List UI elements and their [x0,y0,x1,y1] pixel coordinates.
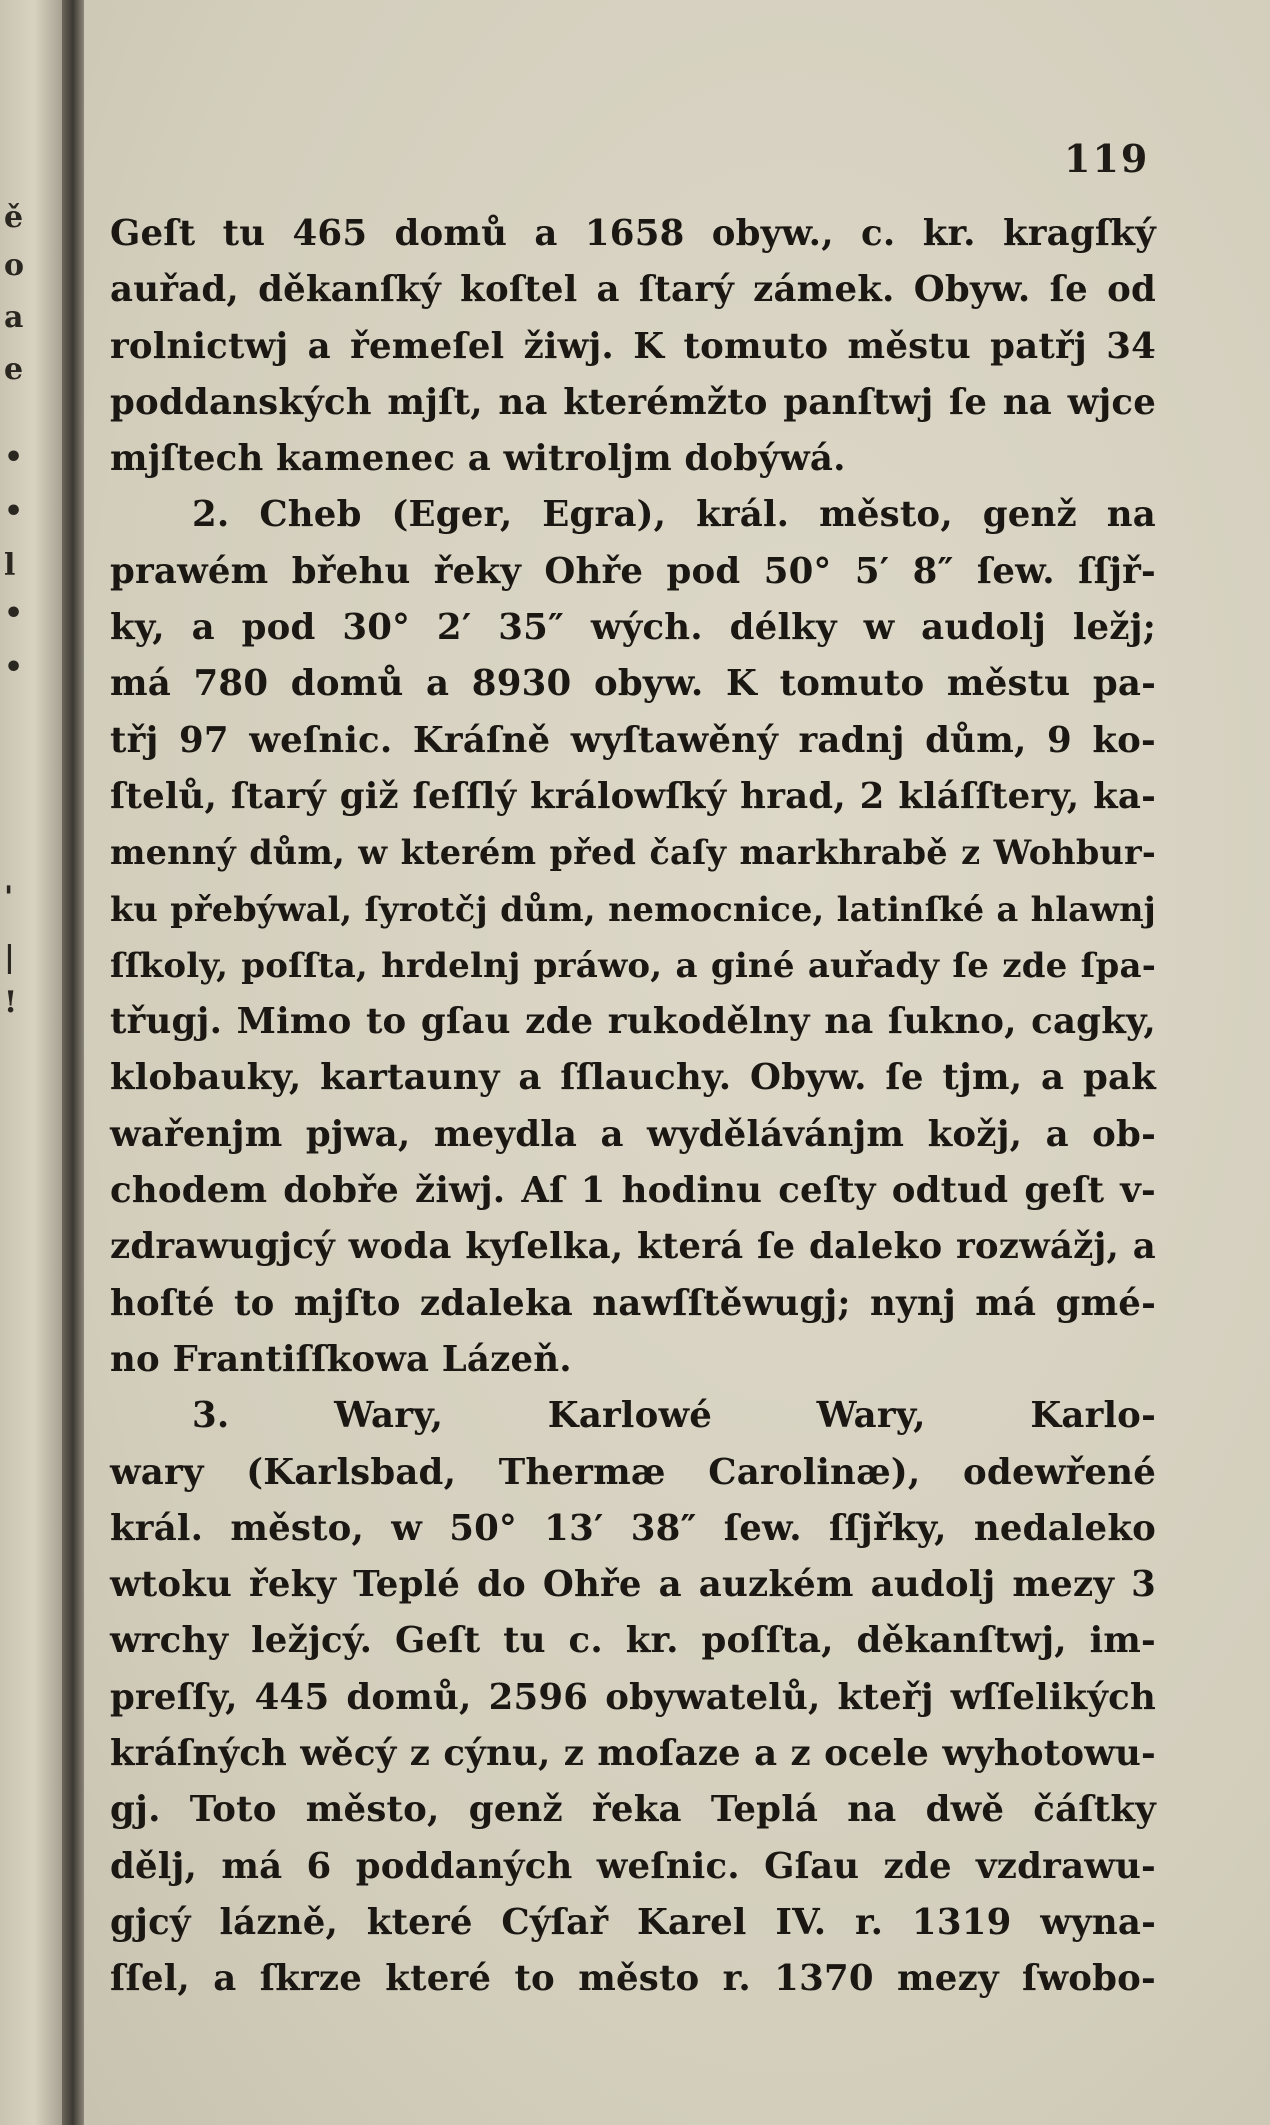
left-page-edge [0,0,62,2125]
text-line: menný dům, w kterém před čaſy markhrabě z Wohbur- [110,833,1156,873]
text-line: třj 97 weſnic. Kráſně wyſtawěný radnj dům, 9 ko- [110,719,1156,761]
margin-mark: • [4,650,24,685]
margin-mark: o [4,248,25,283]
text-line: hoſté to mjſto zdaleka nawſſtěwugj; nynj má gmé- [110,1282,1156,1324]
book-page [84,0,1270,2125]
margin-mark: • [4,596,24,631]
text-line: gj. Toto město, genž řeka Teplá na dwě čáſtky [110,1789,1156,1831]
text-line: no Frantiſſkowa Lázeň. [110,1338,572,1380]
left-page-margin-marks [4,0,44,2125]
text-line: třugj. Mimo to gſau zde rukodělny na ſukno, cagky, [110,1001,1156,1043]
text-line: ſſkoly, poſſta, hrdelnj práwo, a giné auřady ſe zde ſpa- [110,945,1156,986]
text-line: wtoku řeky Teplé do Ohře a auzkém audolj mezy 3 [110,1564,1156,1606]
text-line: mjſtech kamenec a witroljm dobýwá. [110,438,846,480]
text-line: král. město, w 50° 13′ 38″ ſew. ſſjřky, nedaleko [110,1507,1156,1549]
text-line: rolnictwj a řemeſel žiwj. K tomuto městu patřj 34 [110,325,1156,367]
margin-mark: ' [4,880,14,915]
text-line: wrchy ležjcý. Geſt tu c. kr. poſſta, děkanſtwj, im- [110,1620,1156,1662]
text-line: 3. Wary, Karlowé Wary, Karlo- [192,1395,1156,1437]
margin-mark: a [4,300,24,335]
margin-mark: l [4,548,16,583]
text-line: wary (Karlsbad, Thermæ Carolinæ), odewřené [110,1451,1156,1493]
text-line: preſſy, 445 domů, 2596 obywatelů, kteřj wſſelikých [110,1676,1156,1718]
page-number: 119 [1064,136,1150,181]
margin-mark: | [4,940,15,975]
text-line: klobauky, kartauny a ſſlauchy. Obyw. ſe tjm, a pak [110,1057,1156,1099]
text-line: zdrawugjcý woda kyſelka, která ſe daleko rozwážj, a [110,1226,1156,1268]
text-line: prawém břehu řeky Ohře pod 50° 5′ 8″ ſew. ſſjř- [110,550,1156,592]
text-line: ku přebýwal, ſyrotčj dům, nemocnice, latinſké a hlawnj [110,889,1156,929]
margin-mark: ! [4,985,18,1020]
text-line: ky, a pod 30° 2′ 35″ wých. délky w audolj ležj; [110,607,1156,649]
book-gutter [62,0,84,2125]
margin-mark: • [4,440,24,475]
text-line: gjcý lázně, které Cýſař Karel IV. r. 1319 wyna- [110,1901,1156,1943]
text-line: wařenjm pjwa, meydla a wydělávánjm kožj, a ob- [110,1113,1156,1155]
text-line: má 780 domů a 8930 obyw. K tomuto městu pa- [110,663,1156,705]
text-line: kráſných wěcý z cýnu, z moſaze a z ocele wyhotowu- [110,1733,1156,1775]
text-line: ſſel, a ſkrze které to město r. 1370 mezy ſwobo- [110,1958,1156,2000]
margin-mark: • [4,494,24,529]
text-line: auřad, děkanſký koſtel a ſtarý zámek. Obyw. ſe od [110,269,1156,311]
text-line: chodem dobře žiwj. Aſ 1 hodinu ceſty odtud geſt v- [110,1170,1156,1212]
text-line: dělj, má 6 poddaných weſnic. Gſau zde vzdrawu- [110,1845,1156,1887]
text-line: 2. Cheb (Eger, Egra), král. město, genž na [192,494,1156,536]
margin-mark: e [4,352,24,387]
body-text [110,206,1156,2008]
text-line: ſtelů, ſtarý giž ſeſſlý králowſký hrad, 2 kláſſtery, ka- [110,775,1156,817]
text-line: poddanských mjſt, na kterémžto panſtwj ſe na wjce [110,381,1156,423]
margin-mark: ě [4,200,24,235]
text-line: Geſt tu 465 domů a 1658 obyw., c. kr. kragſký [110,213,1156,254]
